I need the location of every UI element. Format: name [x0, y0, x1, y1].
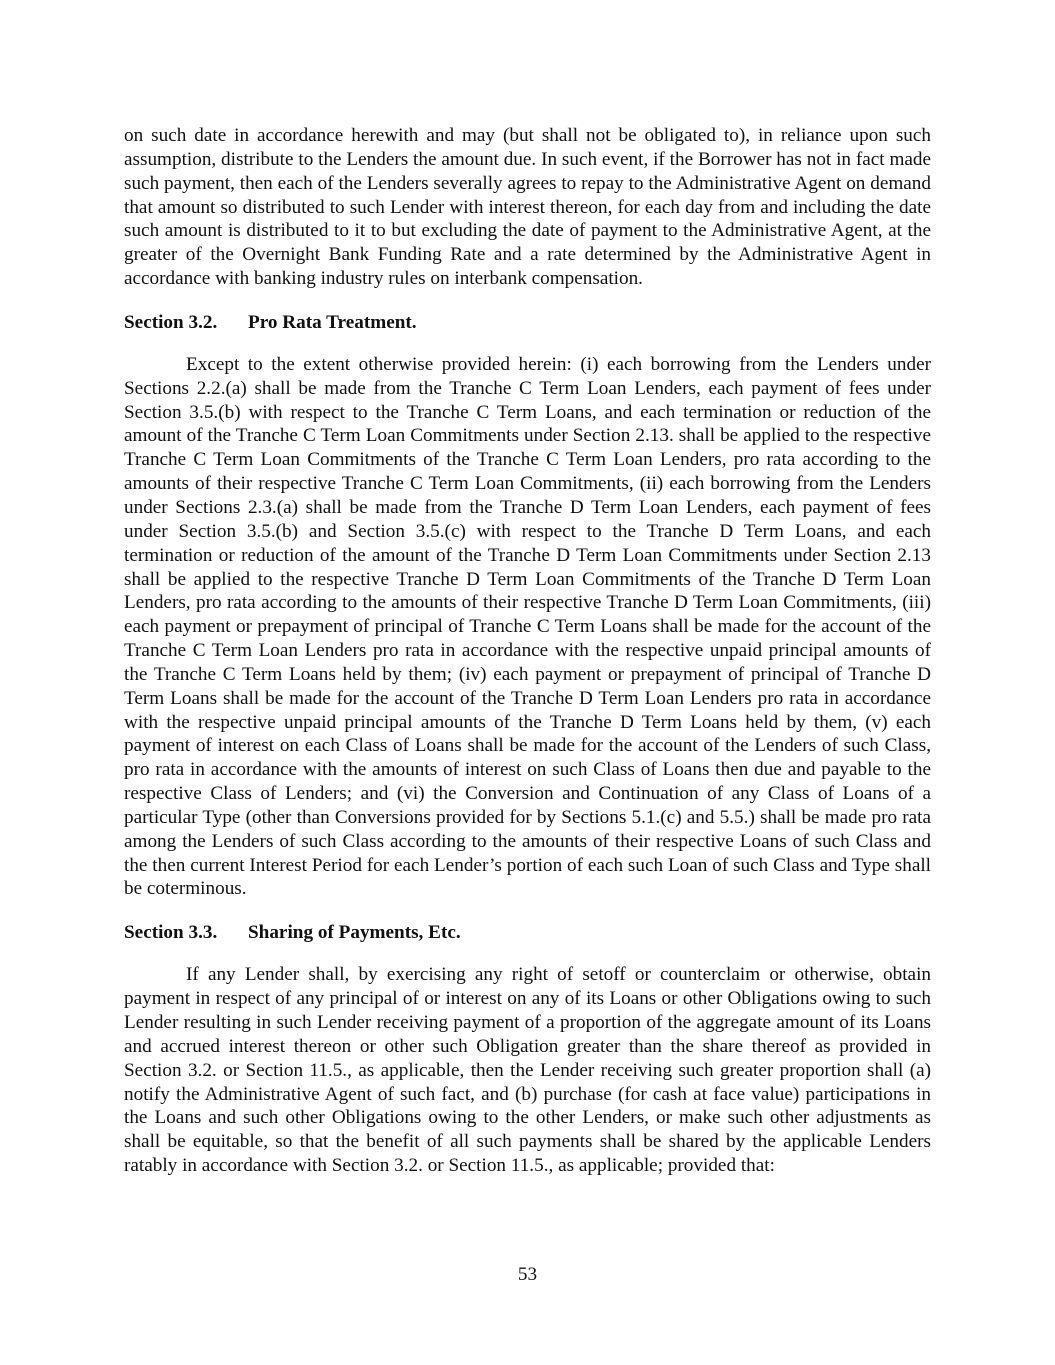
- section-3-3-number: Section 3.3.: [124, 922, 218, 944]
- section-3-2-title: Pro Rata Treatment.: [248, 311, 417, 333]
- section-3-3-body: If any Lender shall, by exercising any right of setoff or counterclaim or otherwise, obtain payment in respect of any principal of or interest on any of its Loans or other Obligations owing to such Lender resulting in such Lender receiving payment of a proportion of the aggregate amount of its Loans and accrued interest thereon or other such Obligation greater than the share thereof as provided in Section 3.2. or Section 11.5., as applicable, then the Lender receiving such greater proportion shall (a) notify the Administrative Agent of such fact, and (b) purchase (for cash at face value) participations in the Loans and such other Obligations owing to the other Lenders, or make such other adjustments as shall be equitable, so that the benefit of all such payments shall be shared by the applicable Lenders ratably in accordance with Section 3.2. or Section 11.5., as applicable; provided that:: [124, 964, 931, 1177]
- section-3-3-heading: [124, 921, 931, 945]
- continuation-paragraph: on such date in accordance herewith and may (but shall not be obligated to), in reliance upon such assumption, distribute to the Lenders the amount due. In such event, if the Borrower has not in fact made such payment, then each of the Lenders severally agrees to repay to the Administrative Agent on demand that amount so distributed to such Lender with interest thereon, for each day from and including the date such amount is distributed to it to but excluding the date of payment to the Administrative Agent, at the greater of the Overnight Bank Funding Rate and a rate determined by the Administrative Agent in accordance with banking industry rules on interbank compensation.: [124, 125, 931, 290]
- section-3-2-number: Section 3.2.: [124, 311, 218, 333]
- section-3-2-body: Except to the extent otherwise provided herein: (i) each borrowing from the Lenders under Sections 2.2.(a) shall be made from the Tranche C Term Loan Lenders, each payment of fees under Section 3.5.(b) with respect to the Tranche C Term Loans, and each termination or reduction of the amount of the Tranche C Term Loan Commitments under Section 2.13. shall be applied to the respective Tranche C Term Loan Commitments of the Tranche C Term Loan Lenders, pro rata according to the amounts of their respective Tranche C Term Loan Commitments, (ii) each borrowing from the Lenders under Sections 2.3.(a) shall be made from the Tranche D Term Loan Lenders, each payment of fees under Section 3.5.(b) and Section 3.5.(c) with respect to the Tranche D Term Loans, and each termination or reduction of the amount of the Tranche D Term Loan Commitments under Section 2.13 shall be applied to the respective Tranche D Term Loan Commitments of the Tranche D Term Loan Lenders, pro rata according to the amounts of their respective Tranche D Term Loan Commitments, (iii) each payment or prepayment of principal of Tranche C Term Loans shall be made for the account of the Tranche C Term Loan Lenders pro rata in accordance with the respective unpaid principal amounts of the Tranche C Term Loans held by them; (iv) each payment or prepayment of principal of Tranche D Term Loans shall be made for the account of the Tranche D Term Loan Lenders pro rata in accordance with the respective unpaid principal amounts of the Tranche D Term Loans held by them, (v) each payment of interest on each Class of Loans shall be made for the account of the Lenders of such Class, pro rata in accordance with the amounts of interest on such Class of Loans then due and payable to the respective Class of Lenders; and (vi) the Conversion and Continuation of any Class of Loans of a particular Type (other than Conversions provided for by Sections 5.1.(c) and 5.5.) shall be made pro rata among the Lenders of such Class according to the amounts of their respective Loans of such Class and the then current Interest Period for each Lender’s portion of each such Loan of such Class and Type shall be coterminous.: [124, 353, 931, 900]
- document-page: [124, 124, 931, 1178]
- section-3-3-title: Sharing of Payments, Etc.: [248, 922, 461, 944]
- section-3-2-heading: [124, 311, 931, 335]
- page-number: 53: [517, 1264, 538, 1285]
